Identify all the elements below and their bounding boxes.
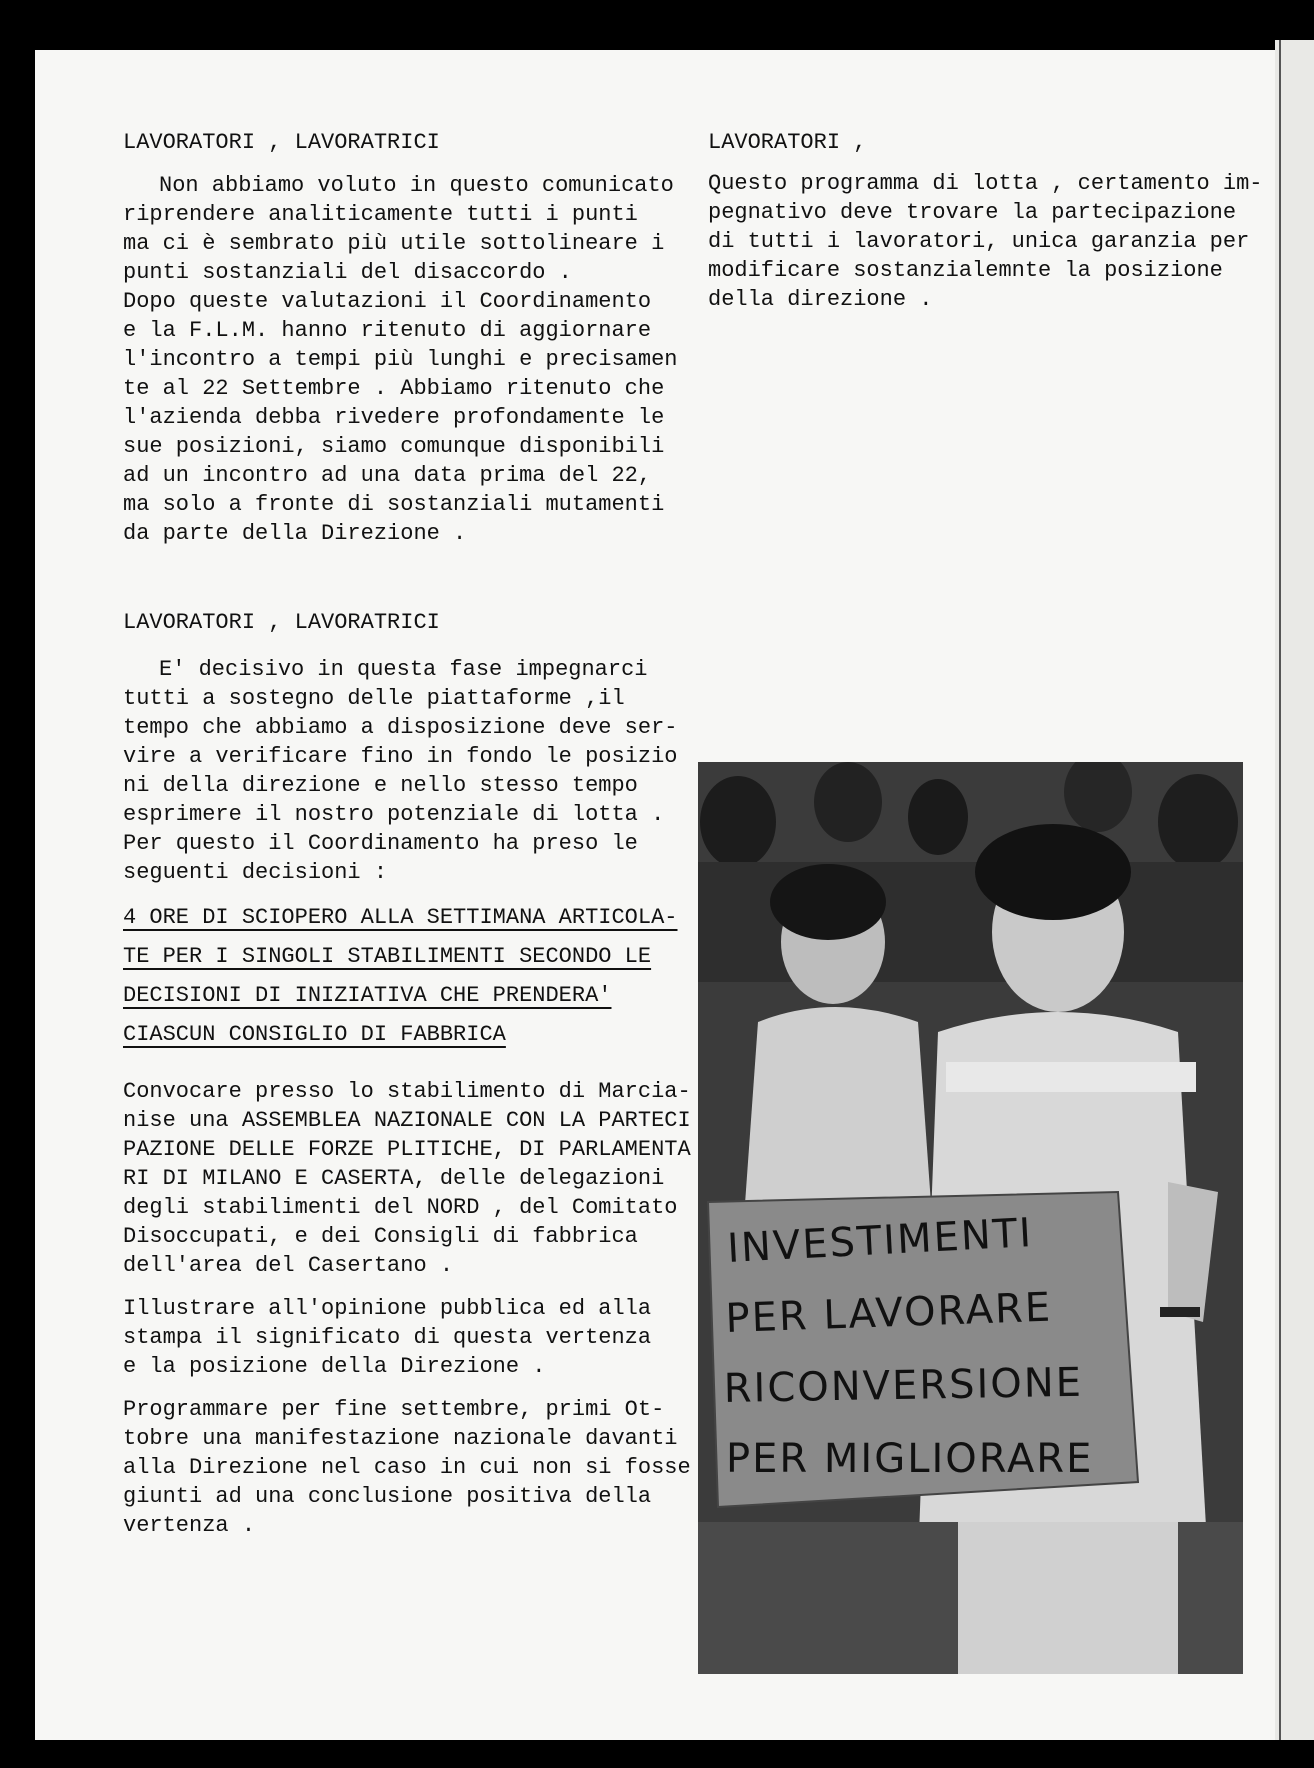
document-page — [35, 50, 1275, 1740]
text-line: stampa il significato di questa vertenza — [123, 1325, 652, 1350]
sign-line-4: PER MIGLIORARE — [726, 1436, 1094, 1482]
text-line: tutti a sostegno delle piattaforme ,il — [123, 686, 625, 711]
text-line: vertenza . — [123, 1513, 256, 1538]
text-line: ma ci è sembrato più utile sottolineare i — [123, 231, 665, 256]
paragraph-disaccordo — [123, 171, 713, 548]
text-line: ad un incontro ad una data prima del 22, — [123, 463, 652, 488]
paragraph-manifestazione — [123, 1395, 713, 1540]
text-line: punti sostanziali del disaccordo . — [123, 260, 572, 285]
text-line: degli stabilimenti del NORD , del Comitato — [123, 1195, 678, 1220]
paragraph-assemblea — [123, 1077, 713, 1280]
text-line: pegnativo deve trovare la partecipazione — [708, 200, 1237, 225]
text-line: nise una ASSEMBLEA NAZIONALE CON LA PARTECI — [123, 1108, 691, 1133]
text-line: seguenti decisioni : — [123, 860, 388, 885]
paragraph-programma — [708, 169, 1268, 314]
text-line: della direzione . — [708, 287, 933, 312]
text-line: alla Direzione nel caso in cui non si fosse — [123, 1455, 691, 1480]
text-line: ma solo a fronte di sostanziali mutamenti — [123, 492, 665, 517]
text-line: giunti ad una conclusione positiva della — [123, 1484, 652, 1509]
text-line: Per questo il Coordinamento ha preso le — [123, 831, 638, 856]
text-line: sue posizioni, siamo comunque disponibili — [123, 434, 665, 459]
text-line: Questo programma di lotta , certamento im- — [708, 171, 1263, 196]
heading-lavoratori: LAVORATORI , — [708, 130, 867, 155]
text-line: e la F.L.M. hanno ritenuto di aggiornare — [123, 318, 652, 343]
text-line: vire a verificare fino in fondo le posizio — [123, 744, 678, 769]
text-line: l'incontro a tempi più lunghi e precisamen — [123, 347, 678, 372]
text-line: modificare sostanzialemnte la posizione — [708, 258, 1223, 283]
text-line: esprimere il nostro potenziale di lotta . — [123, 802, 665, 827]
left-column — [123, 128, 713, 1540]
underlined-line: TE PER I SINGOLI STABILIMENTI SECONDO LE — [123, 944, 652, 969]
paragraph-opinione-pubblica — [123, 1294, 713, 1381]
protest-photo — [698, 762, 1243, 1674]
underlined-line: DECISIONI DI INIZIATIVA CHE PRENDERA' — [123, 983, 612, 1008]
decision-strike-underlined — [123, 903, 713, 1049]
text-line: Dopo queste valutazioni il Coordinamento — [123, 289, 652, 314]
text-line: Programmare per fine settembre, primi Ot- — [123, 1397, 665, 1422]
adjacent-page-edge — [1275, 40, 1314, 1740]
text-line: di tutti i lavoratori, unica garanzia per — [708, 229, 1250, 254]
text-line: dell'area del Casertano . — [123, 1253, 454, 1278]
text-line: tempo che abbiamo a disposizione deve ser- — [123, 715, 678, 740]
text-line: te al 22 Settembre . Abbiamo ritenuto che — [123, 376, 665, 401]
heading-lavoratori-lavoratrici-1: LAVORATORI , LAVORATRICI — [123, 130, 440, 155]
sign-line-3: RICONVERSIONE — [723, 1359, 1084, 1412]
right-column — [708, 128, 1268, 314]
protest-photo-drawing — [698, 762, 1243, 1674]
underlined-line: CIASCUN CONSIGLIO DI FABBRICA — [123, 1022, 506, 1047]
sign-line-1: INVESTIMENTI — [726, 1210, 1035, 1272]
paragraph-decisivo — [123, 655, 713, 887]
sign-line-2: PER LAVORARE — [724, 1284, 1053, 1342]
text-line: tobre una manifestazione nazionale davanti — [123, 1426, 678, 1451]
text-line: Disoccupati, e dei Consigli di fabbrica — [123, 1224, 638, 1249]
text-line: riprendere analiticamente tutti i punti — [123, 202, 638, 227]
heading-lavoratori-lavoratrici-2: LAVORATORI , LAVORATRICI — [123, 610, 440, 635]
text-line: da parte della Direzione . — [123, 521, 467, 546]
text-line: E' decisivo in questa fase impegnarci — [159, 657, 648, 682]
text-line: Illustrare all'opinione pubblica ed alla — [123, 1296, 652, 1321]
text-line: Non abbiamo voluto in questo comunicato — [159, 173, 674, 198]
text-line: Convocare presso lo stabilimento di Marcia- — [123, 1079, 691, 1104]
text-line: PAZIONE DELLE FORZE PLITICHE, DI PARLAMENTA — [123, 1137, 691, 1162]
underlined-line: 4 ORE DI SCIOPERO ALLA SETTIMANA ARTICOLA- — [123, 905, 678, 930]
text-line: l'azienda debba rivedere profondamente le — [123, 405, 665, 430]
text-line: e la posizione della Direzione . — [123, 1354, 546, 1379]
text-line: ni della direzione e nello stesso tempo — [123, 773, 638, 798]
text-line: RI DI MILANO E CASERTA, delle delegazioni — [123, 1166, 665, 1191]
